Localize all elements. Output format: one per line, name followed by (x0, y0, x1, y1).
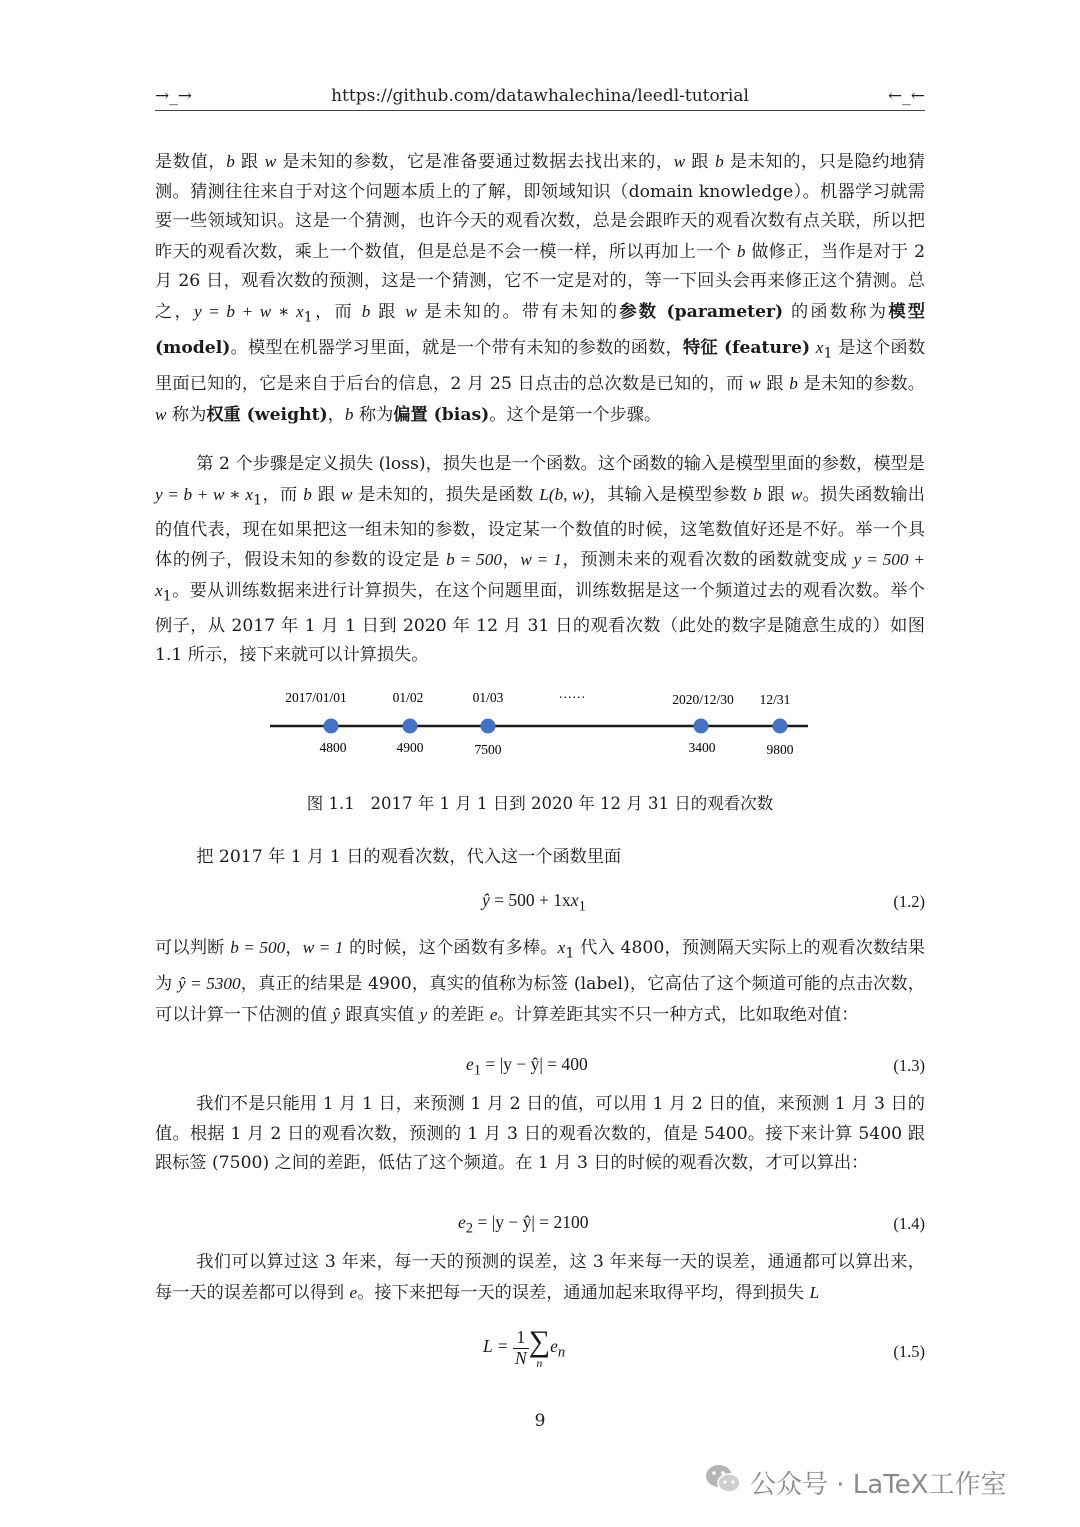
term-weight: 权重 (weight) (206, 404, 328, 425)
equation-number: (1.4) (893, 1214, 925, 1233)
term-model: 模型 (model) (155, 301, 925, 358)
equation-1-4: $e_2 = |y$ − ŷ| = 2100 (458, 1212, 589, 1237)
equation-number: (1.3) (893, 1056, 925, 1075)
equation-1-3: $e_1 = |y$ − ŷ| = 400 (466, 1054, 588, 1079)
timeline-dot (403, 719, 418, 734)
timeline-date: 2017/01/01 (285, 690, 347, 705)
timeline-value: 3400 (688, 740, 716, 755)
timeline-date: 01/03 (472, 690, 504, 705)
term-parameter: 参数 (parameter) (619, 301, 784, 322)
equation-1-2: ŷ = $500 + 1xx_1$ (482, 890, 586, 915)
header-url[interactable]: https://github.com/datawhalechina/leedl-tutorial (331, 86, 749, 106)
paragraph-5: 我们不是只能用 1 月 1 日，来预测 1 月 2 日的值，可以用 1 月 2 日的值，来预测 1 月 3 日的值。根据 1 月 2 日的观看次数，预测的 1 月 3 日的观看次数的，值是 5400。接下来计算 5400 跟跟标签 (7500) 之间的差距，低估了这个频道。在 1 月 3 日的时候的观看次数，才可以算出： (155, 1094, 925, 1174)
page-number: 9 (534, 1411, 546, 1431)
header-left-mark: →_→ (155, 86, 192, 106)
header-right-mark: ←_← (888, 86, 925, 106)
timeline-dot (481, 719, 496, 734)
timeline-value: 4800 (319, 740, 347, 755)
fraction: $\frac{1}{N}$ (514, 1327, 527, 1368)
paragraph-1: 是数值，b 跟 w 是未知的参数，它是准备要通过数据去找出来的，w 跟 b 是未知的，只是隐约地猜测。猜测往往来自于对这个问题本质上的了解，即领域知识（domain knowledge）。机器学习就需要一些领域知识。这是一个猜测，也许今天的观看次数，总是会跟昨天的观看次数有点关联，所以把昨天的观看次数，乘上一个数值，但是总是不会一模一样，所以再加上一个 b 做修正，当作是对于 2 月 26 日，观看次数的预测，这是一个猜测，它不一定是对的，等一下回头会再来修正这个猜测。总之，y = b + w ∗ $x_1$，而 b 跟 w 是未知的。带有未知的参数 (parameter) 的函数称为模型 (model)。模型在机器学习里面，就是一个带有未知的参数的函数，特征 (feature) $x_1$ 是这个函数里面已知的，它是来自于后台的信息，2 月 25 日点击的总次数是已知的，而 w 跟 b 是未知的参数。w 称为权重 (weight)，b 称为偏置 (bias)。这个是第一个步骤。 (155, 152, 926, 425)
summation: ∑ n (528, 1325, 551, 1370)
paragraph-3: 把 2017 年 1 月 1 日的观看次数，代入这一个函数里面 (196, 847, 622, 867)
watermark-text: 公众号 · LaTeX工作室 (750, 1470, 1007, 1500)
timeline-value: 7500 (474, 742, 502, 757)
paragraph-4: 可以判断 b = 500，w = 1 的时候，这个函数有多棒。$x_1$ 代入 4800，预测隔天实际上的观看次数结果为 ŷ = 5300，真正的结果是 4900，真实的值称为标签 (label)，它高估了这个频道可能的点击次数，可以计算一下估测的值 ŷ 跟真实值 y 的差距 e。计算差距其实不只一种方式，比如取绝对值： (155, 938, 926, 1025)
equation-1-5: L = $\frac{1}{N}$ ∑ n $e_n$ (483, 1325, 566, 1370)
paragraph-6: 我们可以算过这 3 年来，每一天的预测的误差，这 3 年来每一天的误差，通通都可以算出来，每一天的误差都可以得到 e。接下来把每一天的误差，通通加起来取得平均，得到损失 L (155, 1252, 925, 1303)
timeline-dot (694, 719, 709, 734)
timeline-dot (773, 719, 788, 734)
timeline-value: 4900 (396, 740, 424, 755)
timeline-date: 12/31 (759, 692, 791, 707)
header-rule (155, 110, 925, 111)
figure-caption-text: 2017 年 1 月 1 日到 2020 年 12 月 31 日的观看次数 (370, 794, 774, 813)
equation-number: (1.2) (893, 892, 925, 911)
timeline-date: 2020/12/30 (672, 692, 734, 707)
term-bias: 偏置 (bias) (393, 404, 490, 425)
figure-caption (155, 790, 925, 814)
paragraph-2: 第 2 个步骤是定义损失 (loss)，损失也是一个函数。这个函数的输入是模型里面的参数，模型是 y = b + w ∗ $x_1$，而 b 跟 w 是未知的，损失是函数 L(b, w)，其输入是模型参数 b 跟 w。损失函数输出的值代表，现在如果把这一组未知的参数，设定某一个数值的时候，这笔数值好还是不好。举一个具体的例子，假设未知的参数的设定是 b = 500，w = 1，预测未来的观看次数的函数就变成 $y = 500 + x_1$。要从训练数据来进行计算损失，在这个问题里面，训练数据是这一个频道过去的观看次数。举个例子，从 2017 年 1 月 1 日到 2020 年 12 月 31 日的观看次数（此处的数字是随意生成的）如图 1.1 所示，接下来就可以计算损失。 (155, 454, 926, 666)
timeline-ellipsis: ······ (558, 690, 586, 705)
equation-number: (1.5) (893, 1342, 925, 1361)
wechat-icon (703, 1459, 743, 1499)
timeline-value: 9800 (766, 742, 794, 757)
timeline-dot (324, 719, 339, 734)
figure-caption-label: 图 1.1 (306, 794, 355, 813)
timeline-date: 01/02 (392, 690, 424, 705)
timeline-figure (265, 680, 815, 765)
term-feature: 特征 (feature) (682, 338, 811, 358)
